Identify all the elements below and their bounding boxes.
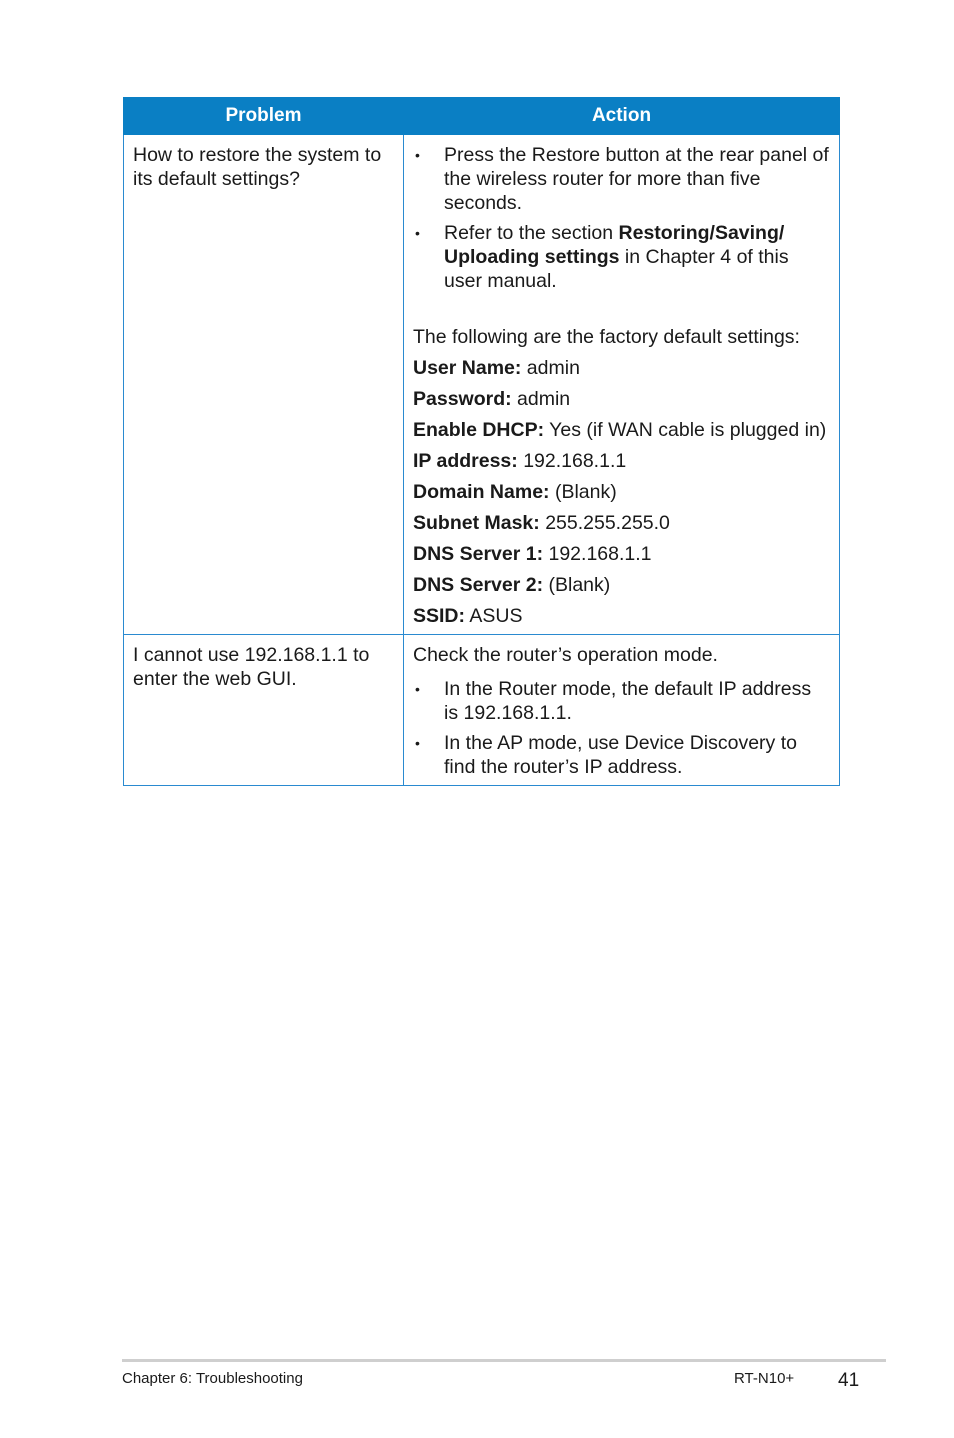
setting-value: (Blank) [543, 574, 611, 596]
section-reference: Restoring/Saving/ Uploading settings [444, 222, 785, 268]
setting-label: Enable DHCP: [413, 419, 545, 441]
footer-chapter: Chapter 6: Troubleshooting [122, 1370, 303, 1387]
action-cell [404, 135, 840, 635]
footer-model: RT-N10+ [734, 1370, 795, 1387]
setting-value: 192.168.1.1 [543, 543, 652, 565]
page-number: 41 [838, 1370, 860, 1391]
setting-line [413, 604, 830, 628]
problem-cell: I cannot use 192.168.1.1 to enter the web GUI. [124, 635, 404, 786]
action-intro: Check the router’s operation mode. [413, 644, 718, 666]
setting-line [413, 387, 830, 411]
setting-value: Yes (if WAN cable is plugged in) [544, 419, 827, 441]
setting-label: DNS Server 1: [413, 543, 544, 565]
problem-cell: How to restore the system to its default settings? [124, 135, 404, 635]
setting-value: (Blank) [549, 481, 617, 503]
setting-line [413, 480, 830, 504]
list-item: • Press the Restore button at the rear panel of the wireless router for more than five seconds. [413, 143, 830, 215]
setting-value: 255.255.255.0 [539, 512, 670, 534]
table-header-row [124, 98, 840, 135]
setting-line [413, 511, 830, 535]
action-bullet-list [413, 677, 830, 779]
defaults-intro: The following are the factory default settings: [413, 326, 800, 348]
bullet-text: in Chapter 4 of this user manual. [444, 246, 789, 292]
setting-value: ASUS [465, 605, 523, 627]
setting-value: admin [511, 388, 571, 410]
setting-label: Domain Name: [413, 481, 550, 503]
table-row [124, 135, 840, 635]
action-cell [404, 635, 840, 786]
footer-divider [122, 1359, 886, 1362]
setting-label: SSID: [413, 605, 466, 627]
setting-label: Password: [413, 388, 512, 410]
header-problem: Problem [124, 98, 404, 135]
setting-line [413, 418, 830, 442]
setting-label: IP address: [413, 450, 518, 472]
list-item: • In the Router mode, the default IP address is 192.168.1.1. [413, 677, 830, 725]
setting-value: admin [521, 357, 580, 379]
list-item: • In the AP mode, use Device Discovery to find the router’s IP address. [413, 731, 830, 779]
bullet-text: Refer to the section [444, 222, 619, 244]
list-item [413, 221, 830, 293]
header-action: Action [404, 98, 840, 135]
setting-line [413, 356, 830, 380]
setting-label: DNS Server 2: [413, 574, 544, 596]
setting-label: User Name: [413, 357, 522, 379]
setting-line [413, 542, 830, 566]
setting-value: 192.168.1.1 [517, 450, 627, 472]
table-row [124, 635, 840, 786]
setting-line [413, 449, 830, 473]
setting-label: Subnet Mask: [413, 512, 540, 534]
setting-line [413, 573, 830, 597]
action-bullet-list [413, 143, 830, 293]
troubleshooting-table [123, 97, 840, 786]
